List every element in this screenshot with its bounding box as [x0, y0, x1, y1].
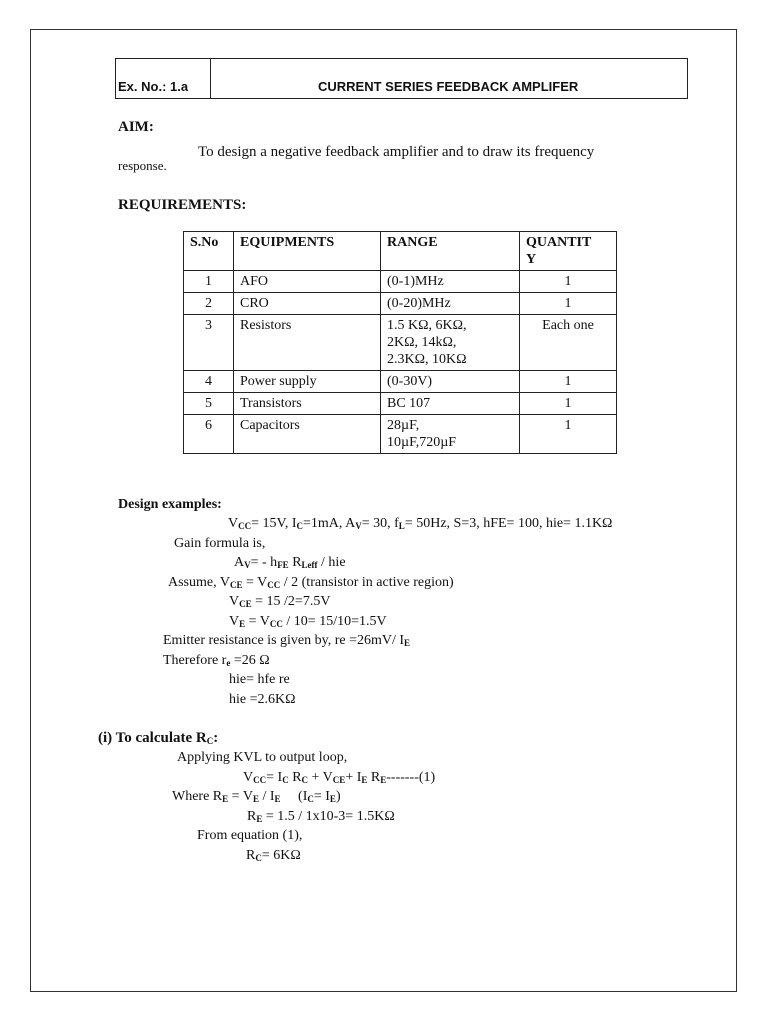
cell-sno: 4: [184, 371, 234, 393]
column-header-range: RANGE: [381, 232, 520, 271]
cell-sno: 6: [184, 415, 234, 454]
calc-rc-heading: (i) To calculate $R_C$:: [98, 730, 219, 746]
cell-quantity: 1: [520, 271, 617, 293]
given-values: $V_{CC}= 15V$, $I_C=1mA$, $A_V= 30$, $f_L= 50Hz$, S=3, hFE= 100, hie= 1.1KΩ: [228, 516, 613, 531]
cell-range: (0-1)MHz: [381, 271, 520, 293]
cell-quantity: 1: [520, 293, 617, 315]
cell-equipment: CRO: [234, 293, 381, 315]
cell-quantity: 1: [520, 393, 617, 415]
cell-equipment: Resistors: [234, 315, 381, 371]
re-value: $R_E = 1.5 / 1x10-3= 1.5K\Omega$: [247, 809, 395, 824]
table-row: [184, 293, 617, 315]
rc-value: $R_C= 6K\Omega$: [246, 848, 301, 863]
cell-range: 1.5 KΩ, 6KΩ, 2KΩ, 14kΩ, 2.3KΩ, 10KΩ: [381, 315, 520, 371]
requirements-heading: REQUIREMENTS:: [118, 197, 247, 213]
emitter-resistance-line: Emitter resistance is given by, re =26mV/ $I_E$: [163, 633, 411, 648]
gain-formula-label: Gain formula is,: [174, 536, 266, 551]
header-divider: [210, 58, 211, 99]
cell-range: (0-30V): [381, 371, 520, 393]
cell-range: (0-20)MHz: [381, 293, 520, 315]
table-row: [184, 371, 617, 393]
cell-range: BC 107: [381, 393, 520, 415]
aim-heading: AIM:: [118, 119, 154, 135]
column-header-quantity: QUANTIT Y: [520, 232, 617, 271]
therefore-line: Therefore $r_e =26$ Ω: [163, 653, 270, 668]
hie-value: hie =2.6KΩ: [229, 692, 296, 707]
cell-quantity: 1: [520, 371, 617, 393]
requirements-table: [183, 231, 617, 454]
cell-sno: 5: [184, 393, 234, 415]
cell-range: 28µF, 10µF,720µF: [381, 415, 520, 454]
table-row: [184, 393, 617, 415]
cell-quantity: 1: [520, 415, 617, 454]
page-title: CURRENT SERIES FEEDBACK AMPLIFER: [318, 79, 579, 94]
cell-equipment: AFO: [234, 271, 381, 293]
aim-text-line2: response.: [118, 158, 167, 173]
hie-equation: hie= hfe re: [229, 672, 290, 687]
assume-line: Assume, $V_{CE} = V_{CC} / 2$ (transistor in active region): [168, 575, 454, 590]
exercise-number: Ex. No.: 1.a: [118, 79, 189, 94]
cell-equipment: Capacitors: [234, 415, 381, 454]
cell-quantity: Each one: [520, 315, 617, 371]
aim-text-line1: To design a negative feedback amplifier and to draw its frequency: [198, 144, 595, 160]
from-equation-label: From equation (1),: [197, 828, 303, 843]
table-row: [184, 271, 617, 293]
kvl-equation: $V_{CC}= I_C$ $R_C + V_{CE}+ I_E$ $R_E-------(1)$: [243, 770, 436, 785]
kvl-label: Applying KVL to output loop,: [177, 750, 348, 765]
ve-value: $V_E = V_{CC} / 10= 15/10=1.5V$: [229, 614, 387, 629]
vce-value: $V_{CE} = 15$ /2=7.5V: [229, 594, 331, 609]
gain-formula: $A_V= - h_{FE}$ $R_{Leff}$ / hie: [234, 555, 346, 570]
cell-sno: 1: [184, 271, 234, 293]
cell-equipment: Power supply: [234, 371, 381, 393]
cell-sno: 2: [184, 293, 234, 315]
table-row: [184, 315, 617, 371]
column-header-equipments: EQUIPMENTS: [234, 232, 381, 271]
cell-sno: 3: [184, 315, 234, 371]
table-header-row: [184, 232, 617, 271]
column-header-sno: S.No: [184, 232, 234, 271]
cell-equipment: Transistors: [234, 393, 381, 415]
table-row: [184, 415, 617, 454]
re-formula: Where $R_E = V_E / I_E$ $(I_C= I_E)$: [172, 789, 341, 804]
design-heading: Design examples:: [118, 497, 222, 512]
